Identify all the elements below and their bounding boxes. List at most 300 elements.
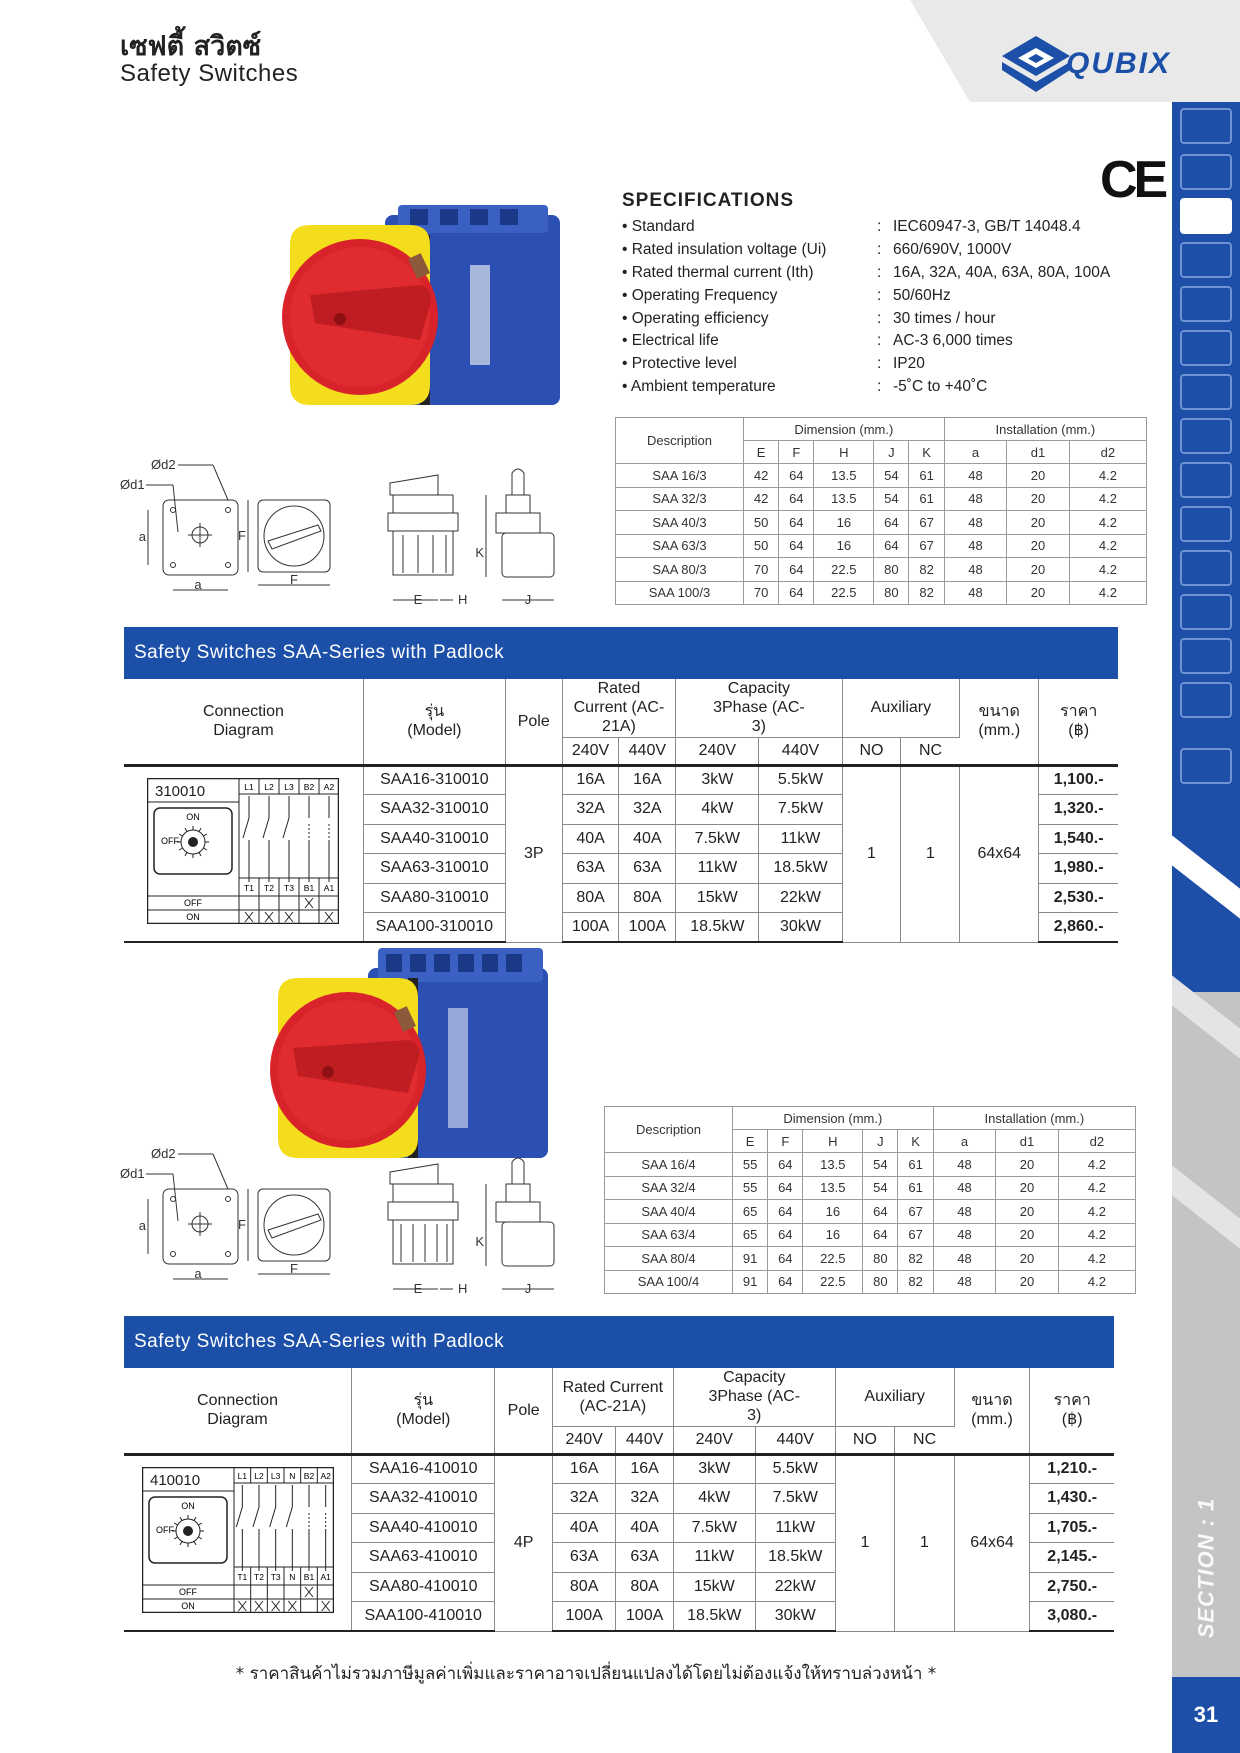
dim-value-cell: 64 bbox=[768, 1247, 803, 1271]
capacity-240v-cell: 15kW bbox=[673, 1572, 755, 1602]
svg-text:A1: A1 bbox=[324, 883, 335, 894]
dim-value-cell: 70 bbox=[744, 558, 779, 582]
dim-desc-cell: SAA 40/4 bbox=[605, 1200, 733, 1224]
dim-value-cell: 82 bbox=[909, 558, 944, 582]
capacity-440v-cell: 30kW bbox=[759, 913, 842, 943]
dim-desc-cell: SAA 32/4 bbox=[605, 1176, 733, 1200]
model-cell: SAA40-310010 bbox=[363, 824, 505, 854]
dim-value-cell: 55 bbox=[733, 1153, 768, 1177]
dim-value-cell: 64 bbox=[768, 1270, 803, 1294]
dim-value-cell: 54 bbox=[863, 1153, 898, 1177]
dim-value-cell: 54 bbox=[874, 487, 909, 511]
label-a-h: a bbox=[194, 1266, 202, 1281]
label-d2: Ød2 bbox=[151, 457, 176, 472]
dim-value-cell: 20 bbox=[1007, 464, 1070, 488]
sidebar-icon-terminal[interactable] bbox=[1180, 374, 1232, 410]
spec-value: 30 times / hour bbox=[893, 309, 996, 327]
svg-text:T1: T1 bbox=[244, 883, 255, 894]
price-cell: 2,530.- bbox=[1039, 883, 1118, 913]
svg-text:OFF: OFF bbox=[155, 1525, 174, 1536]
spec-value: 660/690V, 1000V bbox=[893, 241, 1012, 259]
svg-text:OFF: OFF bbox=[184, 898, 203, 909]
dimension-drawing-4p bbox=[118, 1144, 578, 1304]
dim-value-cell: 20 bbox=[1007, 487, 1070, 511]
sidebar-icon-connector[interactable] bbox=[1180, 682, 1232, 718]
header-model: รุ่น (Model) bbox=[363, 679, 505, 765]
dim-value-cell: 82 bbox=[909, 581, 944, 605]
sidebar-icon-contactor[interactable] bbox=[1180, 242, 1232, 278]
dim-desc-cell: SAA 100/4 bbox=[605, 1270, 733, 1294]
dim-value-cell: 13.5 bbox=[814, 464, 874, 488]
current-240v-cell: 40A bbox=[562, 824, 619, 854]
capacity-440v-cell: 11kW bbox=[759, 824, 842, 854]
table-row bbox=[605, 1176, 1136, 1200]
current-440v-cell: 80A bbox=[619, 883, 676, 913]
header-auxiliary: Auxiliary bbox=[842, 679, 960, 737]
label-E: E bbox=[413, 1281, 423, 1296]
dim-value-cell: 20 bbox=[1007, 534, 1070, 558]
dim-value-cell: 64 bbox=[768, 1176, 803, 1200]
dim-value-cell: 65 bbox=[733, 1223, 768, 1247]
label-F-h: F bbox=[290, 1261, 298, 1276]
spec-value: 16A, 32A, 40A, 63A, 80A, 100A bbox=[893, 263, 1111, 281]
dim-value-cell: 16 bbox=[814, 534, 874, 558]
table-row bbox=[616, 581, 1147, 605]
svg-text:B2: B2 bbox=[304, 782, 315, 793]
spec-label: • Electrical life bbox=[622, 332, 719, 350]
svg-text:OFF: OFF bbox=[178, 1587, 197, 1598]
spec-label: • Operating Frequency bbox=[622, 286, 778, 304]
dim-value-cell: 65 bbox=[733, 1200, 768, 1224]
dim-value-cell: 80 bbox=[874, 558, 909, 582]
capacity-240v-cell: 3kW bbox=[676, 765, 759, 795]
sidebar-icon-breaker[interactable] bbox=[1180, 154, 1232, 190]
dim-value-cell: 64 bbox=[768, 1153, 803, 1177]
spec-value: IP20 bbox=[893, 355, 925, 373]
dim-value-cell: 48 bbox=[933, 1200, 996, 1224]
dim-value-cell: 4.2 bbox=[1069, 558, 1146, 582]
spec-label: • Rated thermal current (Ith) bbox=[622, 263, 814, 281]
header-connection-diagram: Connection Diagram bbox=[124, 679, 363, 765]
current-240v-cell: 16A bbox=[552, 1454, 616, 1484]
dim-value-cell: 20 bbox=[1007, 558, 1070, 582]
table-row bbox=[605, 1270, 1136, 1294]
table-row bbox=[605, 1247, 1136, 1271]
table-row bbox=[124, 1454, 1114, 1484]
header-440v: 440V bbox=[759, 737, 842, 765]
spec-row: • Ambient temperature : -5˚C to +40˚C bbox=[622, 376, 1162, 399]
dim-value-cell: 20 bbox=[1007, 511, 1070, 535]
model-cell: SAA16-410010 bbox=[352, 1454, 495, 1484]
capacity-440v-cell: 22kW bbox=[755, 1572, 835, 1602]
dim-value-cell: 80 bbox=[874, 581, 909, 605]
current-440v-cell: 32A bbox=[616, 1484, 673, 1514]
dim-value-cell: 50 bbox=[744, 534, 779, 558]
brand-name: QUBIX bbox=[1066, 47, 1172, 80]
dim-value-cell: 50 bbox=[744, 511, 779, 535]
header-rated-current: Rated Current (AC-21A) bbox=[562, 679, 676, 737]
dim-header-dimension: Dimension (mm.) bbox=[733, 1107, 934, 1130]
model-cell: SAA32-310010 bbox=[363, 795, 505, 825]
current-440v-cell: 100A bbox=[619, 913, 676, 943]
header-240v: 240V bbox=[562, 737, 619, 765]
label-H: H bbox=[458, 592, 468, 607]
dim-col-header: K bbox=[898, 1130, 933, 1153]
capacity-240v-cell: 18.5kW bbox=[673, 1602, 755, 1632]
pole-cell: 3P bbox=[505, 765, 562, 942]
dim-value-cell: 48 bbox=[933, 1223, 996, 1247]
dim-value-cell: 4.2 bbox=[1069, 534, 1146, 558]
pole-cell: 4P bbox=[495, 1454, 552, 1631]
dim-col-header: d2 bbox=[1069, 441, 1146, 464]
svg-text:OFF: OFF bbox=[161, 836, 180, 847]
connection-diagram-section_4p bbox=[142, 1467, 334, 1613]
table-row bbox=[616, 558, 1147, 582]
dim-col-header: J bbox=[863, 1130, 898, 1153]
dim-desc-cell: SAA 80/4 bbox=[605, 1247, 733, 1271]
spec-row: • Protective level : IP20 bbox=[622, 353, 1162, 376]
sidebar-icon-outlet[interactable] bbox=[1180, 638, 1232, 674]
model-cell: SAA100-410010 bbox=[352, 1602, 495, 1632]
header-no: NO bbox=[842, 737, 901, 765]
dim-value-cell: 20 bbox=[996, 1247, 1059, 1271]
diagram-code: 410010 bbox=[149, 1472, 200, 1490]
dim-desc-cell: SAA 63/4 bbox=[605, 1223, 733, 1247]
current-440v-cell: 63A bbox=[619, 854, 676, 884]
price-table-4p bbox=[124, 1368, 1114, 1632]
header-price: ราคา (฿) bbox=[1030, 1368, 1114, 1454]
page-number: 31 bbox=[1172, 1677, 1240, 1753]
price-cell: 1,980.- bbox=[1039, 854, 1118, 884]
dim-value-cell: 42 bbox=[744, 487, 779, 511]
label-H: H bbox=[458, 1281, 468, 1296]
capacity-240v-cell: 7.5kW bbox=[676, 824, 759, 854]
dim-value-cell: 4.2 bbox=[1069, 581, 1146, 605]
sidebar-icon-relay[interactable] bbox=[1180, 286, 1232, 322]
model-cell: SAA80-410010 bbox=[352, 1572, 495, 1602]
spec-label: • Operating efficiency bbox=[622, 309, 769, 327]
current-240v-cell: 32A bbox=[562, 795, 619, 825]
dim-header-installation: Installation (mm.) bbox=[933, 1107, 1135, 1130]
aux-no-cell: 1 bbox=[842, 765, 901, 942]
current-440v-cell: 40A bbox=[619, 824, 676, 854]
price-table-3p bbox=[124, 679, 1118, 943]
dim-value-cell: 67 bbox=[909, 511, 944, 535]
dim-value-cell: 64 bbox=[768, 1200, 803, 1224]
table-row bbox=[605, 1223, 1136, 1247]
svg-text:A1: A1 bbox=[319, 1572, 331, 1583]
svg-text:T1: T1 bbox=[236, 1572, 247, 1583]
dim-header-installation: Installation (mm.) bbox=[944, 418, 1146, 441]
svg-text:L2: L2 bbox=[253, 1471, 264, 1482]
spec-row: • Operating Frequency : 50/60Hz bbox=[622, 284, 1162, 307]
capacity-440v-cell: 18.5kW bbox=[759, 854, 842, 884]
svg-text:B2: B2 bbox=[303, 1471, 314, 1482]
sidebar-icon-socket[interactable] bbox=[1180, 594, 1232, 630]
dim-desc-cell: SAA 40/3 bbox=[616, 511, 744, 535]
label-a-h: a bbox=[194, 577, 202, 592]
price-cell: 1,540.- bbox=[1039, 824, 1118, 854]
header-rated-current: Rated Current (AC-21A) bbox=[552, 1368, 673, 1426]
capacity-440v-cell: 5.5kW bbox=[759, 765, 842, 795]
dim-value-cell: 48 bbox=[933, 1247, 996, 1271]
dim-value-cell: 16 bbox=[803, 1223, 863, 1247]
capacity-240v-cell: 11kW bbox=[676, 854, 759, 884]
price-cell: 1,430.- bbox=[1030, 1484, 1114, 1514]
dim-col-header: K bbox=[909, 441, 944, 464]
label-a-v: a bbox=[138, 1218, 146, 1233]
connection-diagram-cell bbox=[124, 765, 363, 942]
dim-value-cell: 54 bbox=[863, 1176, 898, 1200]
svg-text:L3: L3 bbox=[270, 1471, 280, 1482]
label-d1: Ød1 bbox=[120, 477, 145, 492]
svg-text:ON: ON bbox=[186, 812, 201, 823]
header-240v: 240V bbox=[552, 1426, 616, 1454]
label-E: E bbox=[413, 592, 423, 607]
price-cell: 2,860.- bbox=[1039, 913, 1118, 943]
dim-value-cell: 55 bbox=[733, 1176, 768, 1200]
table-row bbox=[605, 1200, 1136, 1224]
current-440v-cell: 63A bbox=[616, 1543, 673, 1573]
dim-value-cell: 16 bbox=[814, 511, 874, 535]
page-title: Safety Switches bbox=[120, 60, 299, 87]
price-cell: 1,210.- bbox=[1030, 1454, 1114, 1484]
label-J: J bbox=[524, 1281, 532, 1296]
specifications-title: SPECIFICATIONS bbox=[622, 190, 794, 211]
spec-row: • Rated insulation voltage (Ui) : 660/690V, 1000V bbox=[622, 239, 1162, 262]
dim-col-header: E bbox=[744, 441, 779, 464]
dim-header-dimension: Dimension (mm.) bbox=[744, 418, 945, 441]
dim-value-cell: 48 bbox=[944, 464, 1007, 488]
capacity-240v-cell: 15kW bbox=[676, 883, 759, 913]
dim-value-cell: 82 bbox=[898, 1270, 933, 1294]
size-cell: 64x64 bbox=[960, 765, 1039, 942]
model-cell: SAA16-310010 bbox=[363, 765, 505, 795]
model-cell: SAA40-410010 bbox=[352, 1513, 495, 1543]
svg-text:T2: T2 bbox=[253, 1572, 264, 1583]
model-cell: SAA100-310010 bbox=[363, 913, 505, 943]
spec-value: 50/60Hz bbox=[893, 286, 951, 304]
label-K: K bbox=[475, 545, 484, 560]
dim-col-header: F bbox=[779, 441, 814, 464]
header-440v: 440V bbox=[619, 737, 676, 765]
dim-value-cell: 48 bbox=[944, 487, 1007, 511]
header-nc: NC bbox=[895, 1426, 954, 1454]
model-cell: SAA32-410010 bbox=[352, 1484, 495, 1514]
section-label: SECTION : 1 bbox=[1193, 1497, 1219, 1639]
spec-label: • Protective level bbox=[622, 355, 737, 373]
qubix-logo-icon bbox=[1000, 34, 1072, 94]
dim-desc-cell: SAA 63/3 bbox=[616, 534, 744, 558]
dim-value-cell: 64 bbox=[779, 581, 814, 605]
dim-col-header: J bbox=[874, 441, 909, 464]
sidebar-icon-industrial-plug[interactable] bbox=[1180, 748, 1232, 784]
sidebar-icon-meter[interactable] bbox=[1180, 418, 1232, 454]
spec-list bbox=[622, 216, 1162, 398]
dim-value-cell: 67 bbox=[898, 1223, 933, 1247]
spec-row: • Electrical life : AC-3 6,000 times bbox=[622, 330, 1162, 353]
dim-value-cell: 20 bbox=[1007, 581, 1070, 605]
dim-value-cell: 80 bbox=[863, 1247, 898, 1271]
label-K: K bbox=[475, 1234, 484, 1249]
capacity-440v-cell: 11kW bbox=[755, 1513, 835, 1543]
product-photo-3p bbox=[270, 205, 570, 445]
ce-mark: CE bbox=[1100, 151, 1165, 209]
dim-value-cell: 4.2 bbox=[1058, 1153, 1135, 1177]
aux-nc-cell: 1 bbox=[901, 765, 960, 942]
dim-value-cell: 4.2 bbox=[1058, 1270, 1135, 1294]
capacity-440v-cell: 18.5kW bbox=[755, 1543, 835, 1573]
specifications bbox=[622, 190, 1162, 398]
table-row bbox=[616, 464, 1147, 488]
dim-header-description: Description bbox=[605, 1107, 733, 1153]
capacity-240v-cell: 7.5kW bbox=[673, 1513, 755, 1543]
size-cell: 64x64 bbox=[954, 1454, 1030, 1631]
dim-desc-cell: SAA 80/3 bbox=[616, 558, 744, 582]
capacity-240v-cell: 18.5kW bbox=[676, 913, 759, 943]
dim-value-cell: 13.5 bbox=[803, 1176, 863, 1200]
sidebar-icon-motor[interactable] bbox=[1180, 330, 1232, 366]
dim-value-cell: 20 bbox=[996, 1153, 1059, 1177]
svg-text:T3: T3 bbox=[284, 883, 295, 894]
dim-value-cell: 4.2 bbox=[1058, 1247, 1135, 1271]
dimension-table-4p bbox=[604, 1106, 1136, 1294]
current-240v-cell: 100A bbox=[552, 1602, 616, 1632]
dim-value-cell: 70 bbox=[744, 581, 779, 605]
dim-value-cell: 4.2 bbox=[1069, 511, 1146, 535]
current-440v-cell: 16A bbox=[619, 765, 676, 795]
current-440v-cell: 80A bbox=[616, 1572, 673, 1602]
dim-col-header: d2 bbox=[1058, 1130, 1135, 1153]
dim-value-cell: 64 bbox=[768, 1223, 803, 1247]
label-a-v: a bbox=[138, 529, 146, 544]
capacity-240v-cell: 4kW bbox=[676, 795, 759, 825]
aux-no-cell: 1 bbox=[835, 1454, 894, 1631]
dim-value-cell: 82 bbox=[898, 1247, 933, 1271]
capacity-440v-cell: 7.5kW bbox=[755, 1484, 835, 1514]
dim-col-header: H bbox=[803, 1130, 863, 1153]
spec-row: • Standard : IEC60947-3, GB/T 14048.4 bbox=[622, 216, 1162, 239]
svg-text:N: N bbox=[288, 1572, 295, 1583]
sidebar-icon-switch[interactable] bbox=[1180, 198, 1232, 234]
spec-value: -5˚C to +40˚C bbox=[893, 377, 988, 395]
dim-value-cell: 91 bbox=[733, 1247, 768, 1271]
dim-value-cell: 20 bbox=[996, 1176, 1059, 1200]
dim-value-cell: 13.5 bbox=[803, 1153, 863, 1177]
label-J: J bbox=[524, 592, 532, 607]
svg-text:T3: T3 bbox=[270, 1572, 281, 1583]
current-440v-cell: 32A bbox=[619, 795, 676, 825]
dim-value-cell: 67 bbox=[909, 534, 944, 558]
dim-value-cell: 48 bbox=[944, 558, 1007, 582]
dim-value-cell: 91 bbox=[733, 1270, 768, 1294]
dim-value-cell: 4.2 bbox=[1058, 1200, 1135, 1224]
spec-label: • Rated insulation voltage (Ui) bbox=[622, 241, 827, 259]
dim-value-cell: 64 bbox=[779, 511, 814, 535]
svg-text:A2: A2 bbox=[319, 1471, 331, 1482]
label-F-h: F bbox=[290, 572, 298, 587]
svg-text:L1: L1 bbox=[237, 1471, 247, 1482]
price-cell: 1,705.- bbox=[1030, 1513, 1114, 1543]
dim-value-cell: 61 bbox=[909, 464, 944, 488]
dim-value-cell: 61 bbox=[898, 1176, 933, 1200]
sidebar-icon-lamp[interactable] bbox=[1180, 506, 1232, 542]
svg-text:ON: ON bbox=[180, 1501, 195, 1512]
dim-value-cell: 13.5 bbox=[814, 487, 874, 511]
current-240v-cell: 80A bbox=[552, 1572, 616, 1602]
dim-value-cell: 16 bbox=[803, 1200, 863, 1224]
dim-col-header: E bbox=[733, 1130, 768, 1153]
dim-value-cell: 20 bbox=[996, 1223, 1059, 1247]
dim-value-cell: 22.5 bbox=[814, 558, 874, 582]
header-connection-diagram: Connection Diagram bbox=[124, 1368, 352, 1454]
capacity-440v-cell: 30kW bbox=[755, 1602, 835, 1632]
label-d1: Ød1 bbox=[120, 1166, 145, 1181]
sidebar-icon-plug[interactable] bbox=[1180, 462, 1232, 498]
dim-col-header: d1 bbox=[996, 1130, 1059, 1153]
dim-value-cell: 64 bbox=[779, 558, 814, 582]
dim-value-cell: 20 bbox=[996, 1200, 1059, 1224]
current-240v-cell: 100A bbox=[562, 913, 619, 943]
capacity-440v-cell: 5.5kW bbox=[755, 1454, 835, 1484]
sidebar-icon-fuse[interactable] bbox=[1180, 550, 1232, 586]
section-bar-4p: Safety Switches SAA-Series with Padlock bbox=[124, 1316, 1114, 1368]
table-row bbox=[616, 534, 1147, 558]
dim-value-cell: 22.5 bbox=[814, 581, 874, 605]
dim-value-cell: 54 bbox=[874, 464, 909, 488]
header-capacity: Capacity 3Phase (AC-3) bbox=[676, 679, 842, 737]
capacity-240v-cell: 11kW bbox=[673, 1543, 755, 1573]
diagram-code: 310010 bbox=[155, 783, 206, 801]
header-440v: 440V bbox=[616, 1426, 673, 1454]
dim-value-cell: 80 bbox=[863, 1270, 898, 1294]
sidebar-icon-enclosure[interactable] bbox=[1180, 108, 1232, 144]
dim-value-cell: 64 bbox=[874, 511, 909, 535]
svg-text:L3: L3 bbox=[284, 782, 295, 793]
header-240v: 240V bbox=[676, 737, 759, 765]
dim-col-header: a bbox=[933, 1130, 996, 1153]
svg-text:N: N bbox=[288, 1471, 295, 1482]
dim-value-cell: 48 bbox=[933, 1176, 996, 1200]
dimension-drawing-3p bbox=[118, 455, 578, 615]
dim-value-cell: 64 bbox=[779, 464, 814, 488]
table-row bbox=[616, 511, 1147, 535]
current-440v-cell: 16A bbox=[616, 1454, 673, 1484]
spec-label: • Standard bbox=[622, 218, 695, 236]
dim-value-cell: 42 bbox=[744, 464, 779, 488]
header-nc: NC bbox=[901, 737, 960, 765]
current-440v-cell: 40A bbox=[616, 1513, 673, 1543]
spec-row: • Rated thermal current (Ith) : 16A, 32A, 40A, 63A, 80A, 100A bbox=[622, 262, 1162, 285]
spec-value: IEC60947-3, GB/T 14048.4 bbox=[893, 218, 1081, 236]
label-d2: Ød2 bbox=[151, 1146, 176, 1161]
label-F-v: F bbox=[238, 528, 246, 543]
dim-desc-cell: SAA 16/4 bbox=[605, 1153, 733, 1177]
dim-col-header: a bbox=[944, 441, 1007, 464]
dim-value-cell: 22.5 bbox=[803, 1270, 863, 1294]
header-pole: Pole bbox=[505, 679, 562, 765]
dim-value-cell: 48 bbox=[944, 511, 1007, 535]
current-240v-cell: 63A bbox=[562, 854, 619, 884]
header-price: ราคา (฿) bbox=[1039, 679, 1118, 765]
model-cell: SAA63-410010 bbox=[352, 1543, 495, 1573]
capacity-240v-cell: 3kW bbox=[673, 1454, 755, 1484]
dim-value-cell: 48 bbox=[944, 581, 1007, 605]
dim-desc-cell: SAA 16/3 bbox=[616, 464, 744, 488]
header-capacity: Capacity 3Phase (AC-3) bbox=[673, 1368, 835, 1426]
current-240v-cell: 32A bbox=[552, 1484, 616, 1514]
dim-value-cell: 67 bbox=[898, 1200, 933, 1224]
